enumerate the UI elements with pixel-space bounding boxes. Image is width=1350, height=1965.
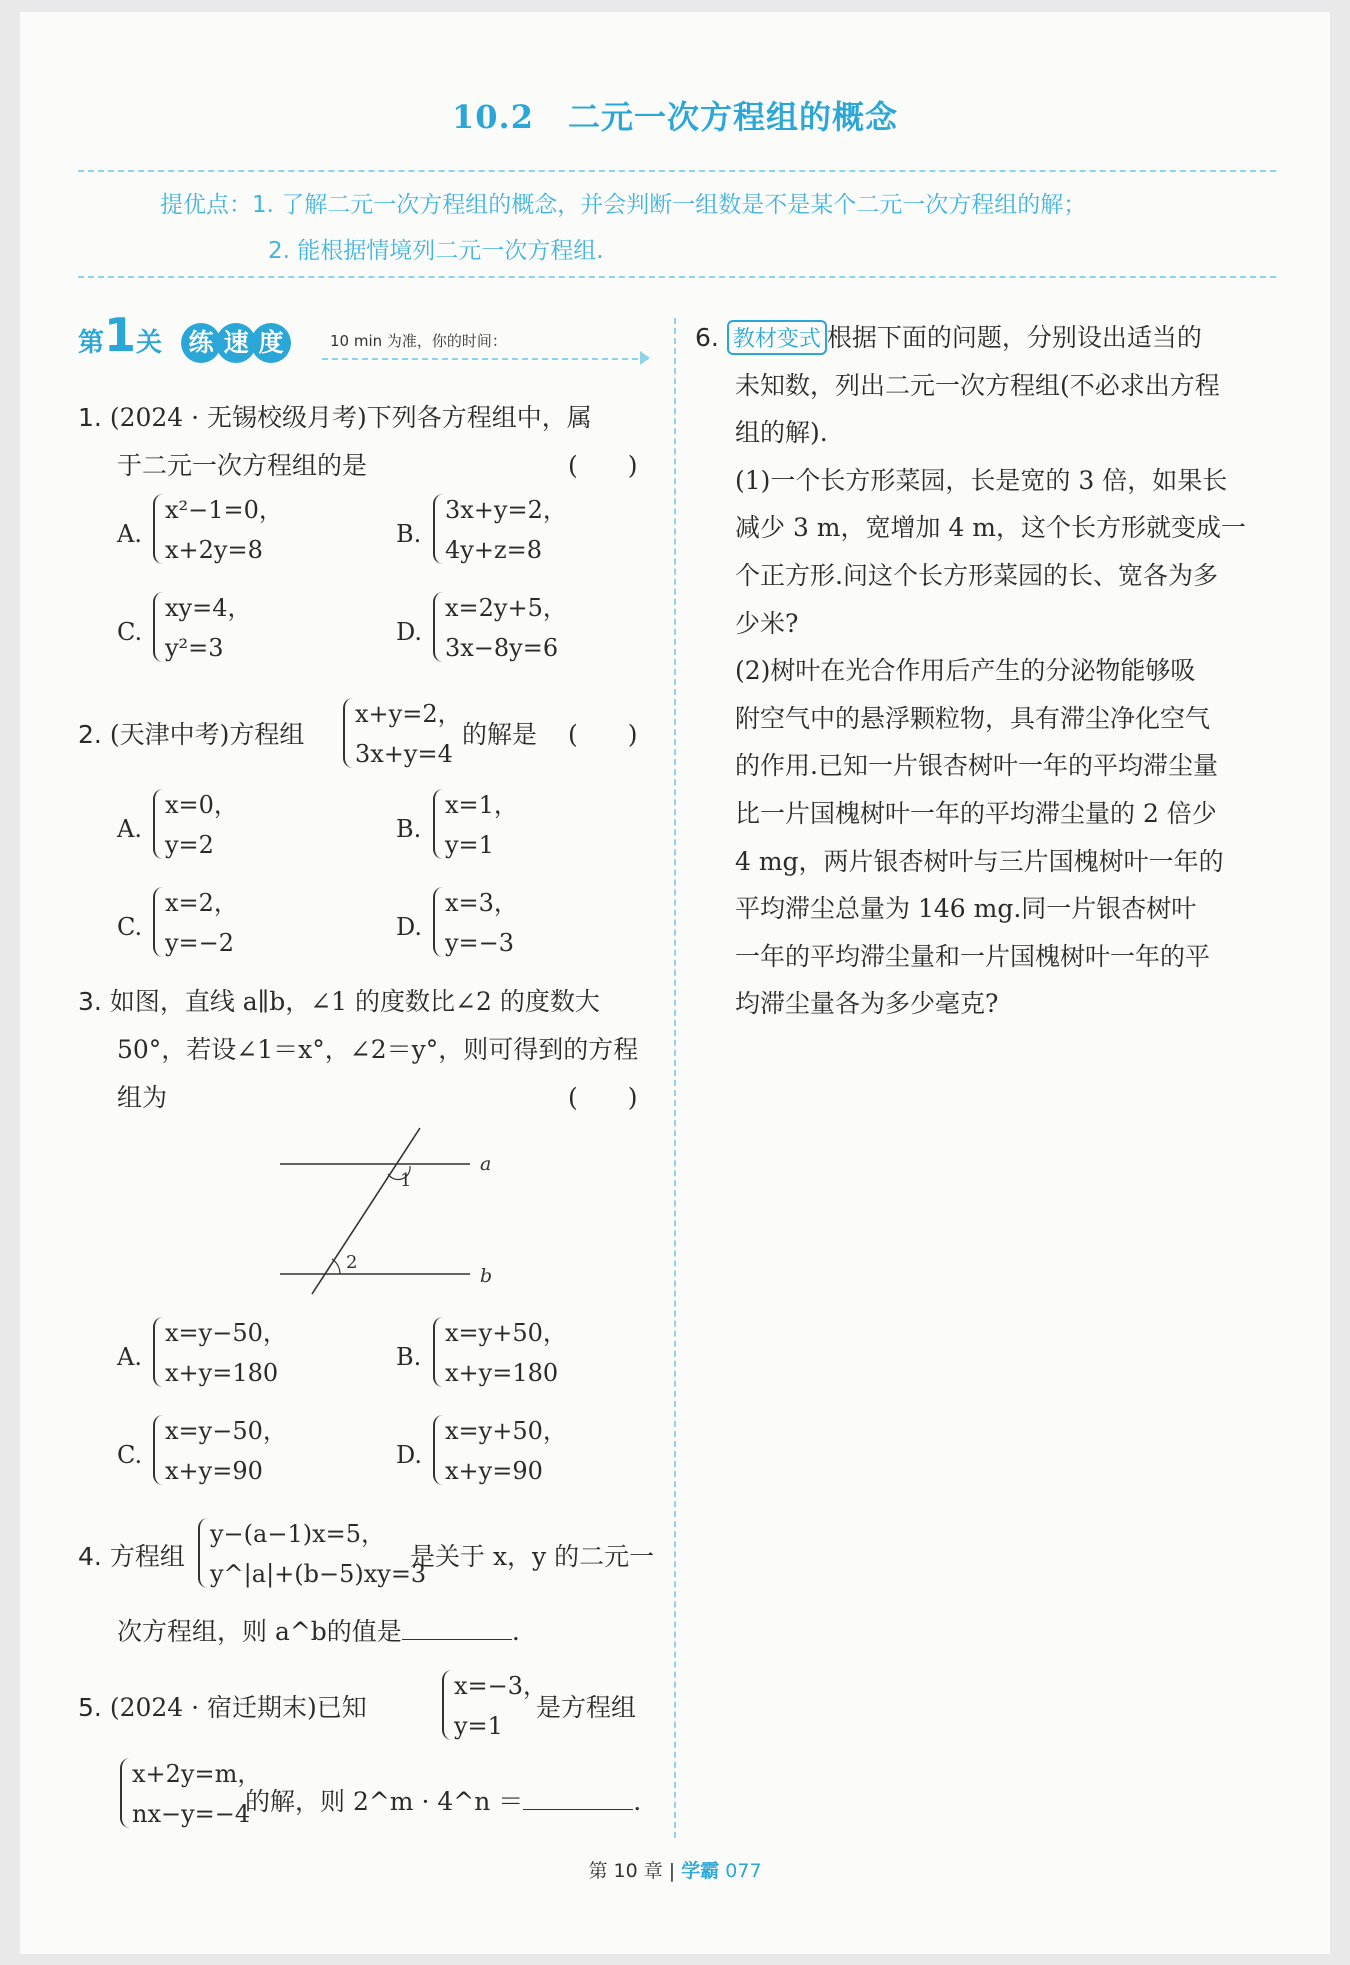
level-banner: 第1关 练 速 度 xyxy=(78,312,291,362)
q6-line: 个正方形.问这个长方形菜园的长、宽各为多 xyxy=(735,561,1218,590)
q3-line1: 3. 如图，直线 a∥b，∠1 的度数比∠2 的度数大 xyxy=(78,987,600,1016)
q1-line2: 于二元一次方程组的是 xyxy=(117,451,368,480)
q5-line1: 5. (2024 · 宿迁期末)已知 xyxy=(78,1693,367,1722)
badge-char: 练 xyxy=(181,323,221,363)
label-angle-1: 1 xyxy=(400,1170,412,1191)
option-label: C. xyxy=(117,913,143,941)
q6-line: 均滞尘量各为多少毫克? xyxy=(735,989,999,1019)
answer-blank[interactable] xyxy=(523,1809,633,1810)
q6-line: (2)树叶在光合作用后产生的分泌物能够吸 xyxy=(735,656,1196,686)
q6-line: 未知数，列出二元一次方程组(不必求出方程 xyxy=(735,370,1220,400)
badge-char: 速 xyxy=(216,323,256,363)
option-label: A. xyxy=(117,1343,142,1371)
q6-line0: 6. 教材变式 根据下面的问题，分别设出适当的 xyxy=(695,318,1202,355)
option-label: B. xyxy=(396,520,422,548)
q6-line: 减少 3 m，宽增加 4 m，这个长方形就变成一 xyxy=(735,513,1247,543)
q6-line: 的作用.已知一片银杏树叶一年的平均滞尘量 xyxy=(735,751,1218,781)
label-b: b xyxy=(480,1265,493,1287)
option-label: D. xyxy=(396,1441,423,1469)
q6-line: 附空气中的悬浮颗粒物，具有滞尘净化空气 xyxy=(735,703,1211,733)
q4-line1: 4. 方程组 xyxy=(78,1542,185,1571)
tips-line2: 2. 能根据情境列二元一次方程组. xyxy=(268,238,604,264)
q4-post: 是关于 x，y 的二元一 xyxy=(410,1542,655,1571)
label-angle-2: 2 xyxy=(346,1252,358,1273)
option-label: C. xyxy=(117,1441,143,1469)
q1-line1: 1. (2024 · 无锡校级月考)下列各方程组中，属 xyxy=(78,403,592,432)
answer-paren: ( ) xyxy=(568,720,638,749)
q6-line: 组的解). xyxy=(735,418,828,448)
option-label: D. xyxy=(396,913,423,941)
page-footer: 第 10 章 | 学霸 077 xyxy=(588,1860,762,1882)
q2-line: 2. (天津中考)方程组 xyxy=(78,720,305,749)
q5-tail: 的解，则 2^m · 4^n ＝ . xyxy=(245,1787,642,1816)
answer-blank[interactable] xyxy=(402,1639,512,1640)
q3-line3: 组为 xyxy=(117,1083,168,1112)
q6-line: 4 mg，两片银杏树叶与三片国槐树叶一年的 xyxy=(735,846,1224,876)
option-label: A. xyxy=(117,520,142,548)
q6-line: 平均滞尘总量为 146 mg.同一片银杏树叶 xyxy=(735,894,1197,924)
option-label: C. xyxy=(117,618,143,646)
q4-line2: 次方程组，则 a^b的值是 . xyxy=(117,1617,520,1646)
option-label: A. xyxy=(117,815,142,843)
column-divider xyxy=(674,318,676,1838)
tips-line1: 提优点：1. 了解二元一次方程组的概念，并会判断一组数是不是某个二元一次方程组的解； xyxy=(160,192,1087,218)
q6-line: 一年的平均滞尘量和一片国槐树叶一年的平 xyxy=(735,941,1211,971)
label-a: a xyxy=(480,1153,492,1175)
q5-post: 是方程组 xyxy=(536,1693,637,1722)
q3-line2: 50°，若设∠1＝x°，∠2＝y°，则可得到的方程 xyxy=(117,1035,639,1064)
answer-paren: ( ) xyxy=(568,451,638,480)
q6-line: 少米? xyxy=(735,608,799,638)
badge-char: 度 xyxy=(251,323,291,363)
section-title: 10.2 二元一次方程组的概念 xyxy=(452,98,898,136)
transversal xyxy=(312,1128,420,1294)
parallel-lines-figure xyxy=(270,1122,510,1312)
option-label: B. xyxy=(396,815,422,843)
q2-post: 的解是 xyxy=(462,720,538,749)
q6-line: (1)一个长方形菜园，长是宽的 3 倍，如果长 xyxy=(735,465,1228,495)
divider-bottom xyxy=(78,276,1276,278)
option-label: B. xyxy=(396,1343,422,1371)
arrow-icon xyxy=(640,351,650,365)
option-label: D. xyxy=(396,618,423,646)
q6-line: 比一片国槐树叶一年的平均滞尘量的 2 倍少 xyxy=(735,799,1217,828)
textbook-variant-tag: 教材变式 xyxy=(727,320,827,355)
answer-paren: ( ) xyxy=(568,1083,638,1112)
timer-label: 10 min 为准，你的时间： xyxy=(330,332,507,350)
divider-top xyxy=(78,170,1276,172)
timer-line xyxy=(322,358,648,360)
